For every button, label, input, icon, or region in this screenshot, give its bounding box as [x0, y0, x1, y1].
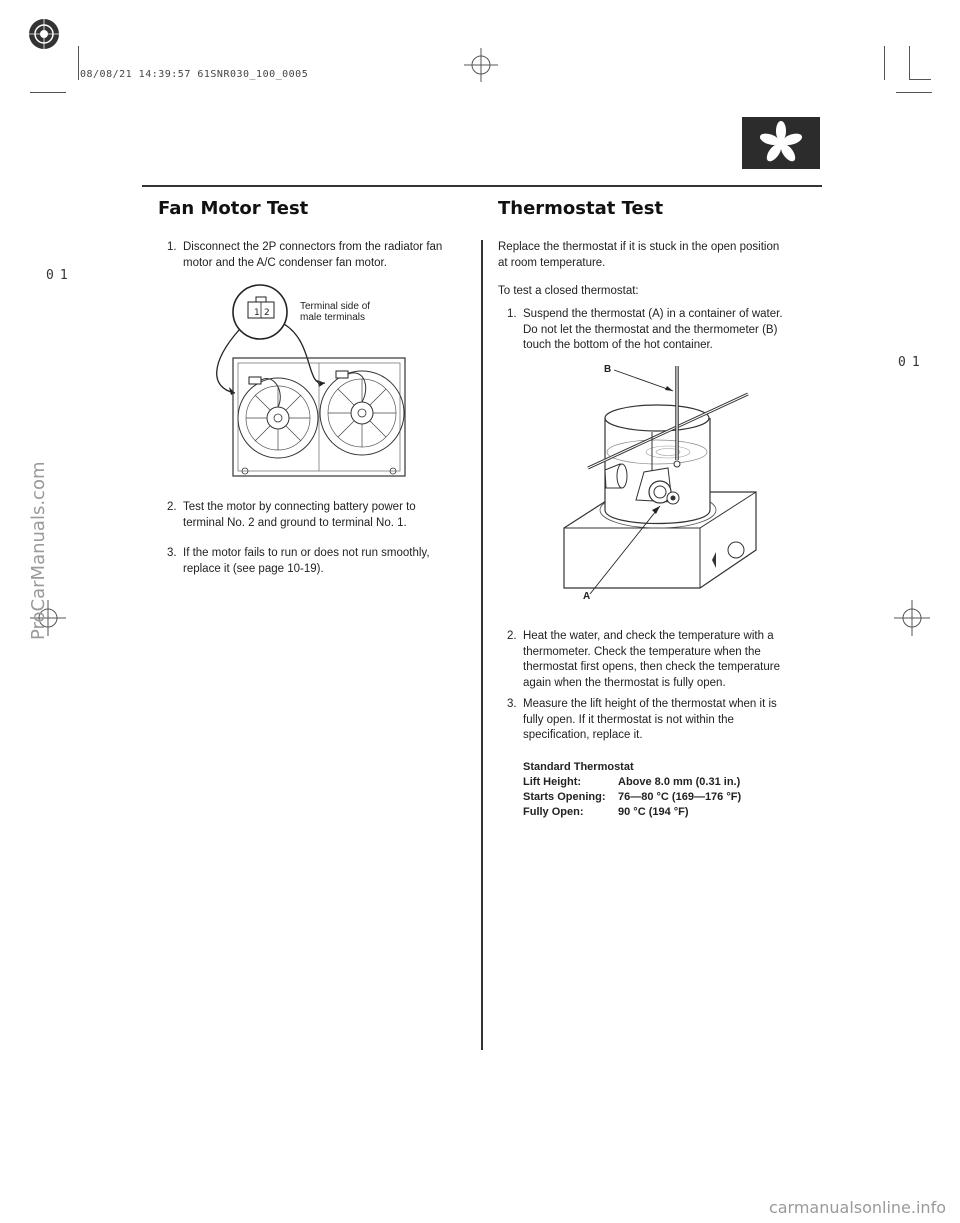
crosshair-icon	[894, 600, 930, 636]
thermo-step-2	[507, 629, 817, 691]
crop-mark	[909, 46, 910, 80]
header-rule	[142, 185, 822, 187]
thermo-step-1	[507, 307, 817, 354]
fan-step-3	[167, 546, 467, 577]
spec-row	[523, 775, 823, 790]
fan-motor-test-title: Fan Motor Test	[158, 198, 309, 219]
step-text: terminal No. 2 and ground to terminal No. 1.	[183, 516, 407, 529]
spec-value: 90 °C (194 °F)	[618, 806, 689, 818]
connector-pin-label: 2	[264, 308, 270, 318]
step-text: fully open. If it thermostat is not within the	[523, 713, 734, 726]
spec-heading: Standard Thermostat	[523, 761, 634, 773]
callout-line: male terminals	[300, 312, 366, 323]
step-text: Measure the lift height of the thermostat when it is	[523, 698, 777, 710]
thermostat-intro-2: To test a closed thermostat:	[498, 285, 639, 297]
crop-mark	[896, 92, 932, 93]
step-text: Disconnect the 2P connectors from the radiator fan	[183, 241, 443, 253]
intro-line: Replace the thermostat if it is stuck in the open position	[498, 241, 780, 253]
step-number: 3.	[167, 547, 177, 559]
thermostat-test-diagram	[560, 360, 760, 610]
thermometer-label-b: B	[604, 364, 612, 375]
step-text: replace it (see page 10-19).	[183, 562, 324, 575]
step-text: If the motor fails to run or does not run smoothly,	[183, 547, 430, 559]
crop-mark	[884, 46, 885, 80]
margin-code-right: 01	[898, 355, 926, 370]
fan-section-icon	[742, 117, 820, 169]
crop-mark	[78, 46, 79, 80]
step-text: touch the bottom of the hot container.	[523, 339, 713, 351]
crop-mark	[909, 79, 931, 80]
side-watermark: ProCarManuals.com	[28, 461, 49, 640]
callout-line: Terminal side of	[300, 301, 371, 312]
terminal-callout	[300, 301, 370, 323]
spec-label: Lift Height:	[523, 776, 582, 788]
spec-value: 76—80 °C (169—176 °F)	[618, 791, 742, 803]
crop-mark	[30, 92, 66, 93]
thermostat-intro	[498, 240, 818, 271]
margin-code-left: 01	[46, 268, 74, 283]
step-text: Suspend the thermostat (A) in a container of water.	[523, 308, 783, 320]
step-number: 3.	[507, 698, 517, 710]
connector-pin-label: 1	[254, 308, 260, 318]
step-text: Test the motor by connecting battery power to	[183, 501, 416, 513]
thermo-step-3	[507, 697, 817, 744]
print-stamp: 08/08/21 14:39:57 61SNR030_100_0005	[80, 69, 309, 80]
step-text: Do not let the thermostat and the thermometer (B)	[523, 323, 778, 336]
step-text: motor and the A/C condenser fan motor.	[183, 256, 387, 269]
step-number: 2.	[507, 630, 517, 642]
registration-circle-icon	[28, 18, 60, 50]
column-divider	[481, 240, 483, 1050]
step-text: again when the thermostat is fully open.	[523, 676, 726, 689]
thermostat-spec	[523, 760, 823, 820]
spec-row	[523, 805, 823, 820]
bottom-watermark: carmanualsonline.info	[768, 1198, 946, 1217]
spec-value: Above 8.0 mm (0.31 in.)	[618, 776, 741, 788]
fan-step-1	[167, 240, 467, 271]
fan-step-2	[167, 500, 467, 531]
step-number: 2.	[167, 501, 177, 513]
step-text: Heat the water, and check the temperature with a	[523, 630, 774, 642]
step-text: thermostat first opens, then check the temperature	[523, 661, 780, 673]
step-text: specification, replace it.	[523, 729, 643, 741]
thermostat-label-a: A	[583, 591, 591, 602]
step-number: 1.	[507, 308, 517, 320]
spec-row	[523, 790, 823, 805]
spec-label: Starts Opening:	[523, 791, 606, 803]
crosshair-icon	[464, 48, 498, 82]
step-number: 1.	[167, 241, 177, 253]
intro-line: at room temperature.	[498, 256, 606, 269]
thermostat-test-title: Thermostat Test	[498, 198, 664, 219]
spec-label: Fully Open:	[523, 806, 584, 818]
step-text: thermometer. Check the temperature when the	[523, 645, 761, 658]
